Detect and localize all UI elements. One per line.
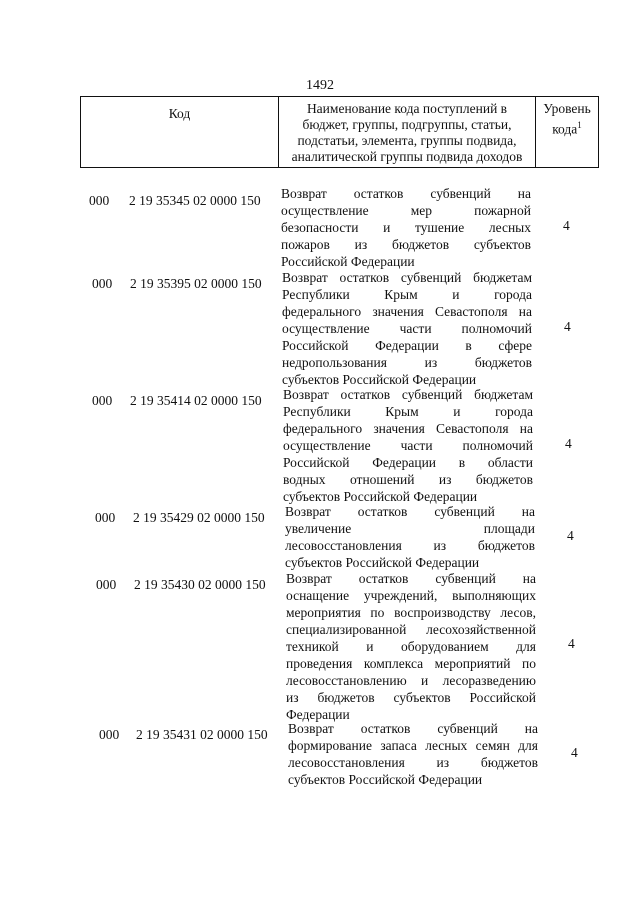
header-name-line: аналитической группы подвида доходов (291, 149, 523, 164)
admin-code: 000 (89, 193, 110, 208)
income-name (283, 386, 533, 505)
income-name-line: субъектов Российской Федерации (288, 772, 483, 787)
income-name-line: Республики Крым и города (283, 404, 533, 419)
header-code: Код (81, 97, 279, 167)
income-name-line: лесовосстановления из бюджетов (285, 538, 535, 553)
income-name (288, 720, 538, 788)
income-name-line: безопасности и тушение лесных (281, 220, 531, 235)
income-name-line: осуществление мер пожарной (281, 203, 531, 218)
income-name-line: федерального значения Севастополя на (282, 304, 532, 319)
income-name-line: увеличение площади (285, 521, 535, 536)
code-level: 4 (571, 745, 578, 760)
code-level: 4 (567, 528, 574, 543)
income-name-line: Российской Федерации в области (283, 455, 533, 470)
code-level: 4 (563, 218, 570, 233)
admin-code: 000 (95, 510, 116, 525)
page-number: 1492 (306, 78, 334, 93)
income-name-line: Федерации (286, 707, 350, 722)
income-name-line: оснащение учреждений, выполняющих (286, 588, 536, 603)
income-name (282, 269, 532, 388)
code-level: 4 (564, 319, 571, 334)
income-name-line: специализированной лесохозяйственной (286, 622, 536, 637)
income-code: 2 19 35395 02 0000 150 (130, 276, 262, 291)
income-name-line: водных отношений из бюджетов (283, 472, 533, 487)
income-name-line: формирование запаса лесных семян для (288, 738, 538, 753)
header-name-line: подстатьи, элемента, группы подвида, (297, 133, 517, 148)
admin-code: 000 (92, 276, 113, 291)
header-level-line2: кода (552, 121, 578, 137)
income-name-line: Российской Федерации (281, 254, 415, 269)
income-name (281, 185, 531, 270)
income-name-line: Возврат остатков субвенций на (286, 571, 536, 586)
income-name-line: лесовосстановления из бюджетов (288, 755, 538, 770)
admin-code: 000 (96, 577, 117, 592)
header-name-line: бюджет, группы, подгруппы, статьи, (302, 117, 512, 132)
income-name-line: Республики Крым и города (282, 287, 532, 302)
income-name-line: Возврат остатков субвенций на (288, 721, 538, 736)
header-level-line1: Уровень (543, 101, 591, 116)
admin-code: 000 (92, 393, 113, 408)
header-name-line: Наименование кода поступлений в (306, 101, 508, 116)
income-name-line: Возврат остатков субвенций на (281, 186, 531, 201)
income-name-line: Российской Федерации в сфере (282, 338, 532, 353)
income-name-line: техникой и оборудованием для (286, 639, 536, 654)
income-name-line: проведения комплекса мероприятий по (286, 656, 536, 671)
income-name-line: пожаров из бюджетов субъектов (281, 237, 531, 252)
income-name-line: осуществление части полномочий (282, 321, 532, 336)
income-name (285, 503, 535, 571)
code-level: 4 (568, 636, 575, 651)
income-name-line: федерального значения Севастополя на (283, 421, 533, 436)
income-name-line: лесовосстановлению и лесоразведению (286, 673, 536, 688)
income-code: 2 19 35429 02 0000 150 (133, 510, 265, 525)
income-code: 2 19 35414 02 0000 150 (130, 393, 262, 408)
income-name-line: Возврат остатков субвенций на (285, 504, 535, 519)
income-name-line: субъектов Российской Федерации (283, 489, 478, 504)
income-name-line: субъектов Российской Федерации (285, 555, 480, 570)
income-code: 2 19 35431 02 0000 150 (136, 727, 268, 742)
income-name-line: из бюджетов субъектов Российской (286, 690, 536, 705)
admin-code: 000 (99, 727, 120, 742)
header-level-footnote: 1 (577, 120, 582, 130)
income-name-line: осуществление части полномочий (283, 438, 533, 453)
income-name-line: недропользования из бюджетов (282, 355, 532, 370)
income-name-line: субъектов Российской Федерации (282, 372, 477, 387)
income-name-line: Возврат остатков субвенций бюджетам (282, 270, 532, 285)
code-level: 4 (565, 436, 572, 451)
income-name-line: мероприятия по воспроизводству лесов, (286, 605, 536, 620)
income-name (286, 570, 536, 723)
income-name-line: Возврат остатков субвенций бюджетам (283, 387, 533, 402)
income-code: 2 19 35430 02 0000 150 (134, 577, 266, 592)
income-code: 2 19 35345 02 0000 150 (129, 193, 261, 208)
